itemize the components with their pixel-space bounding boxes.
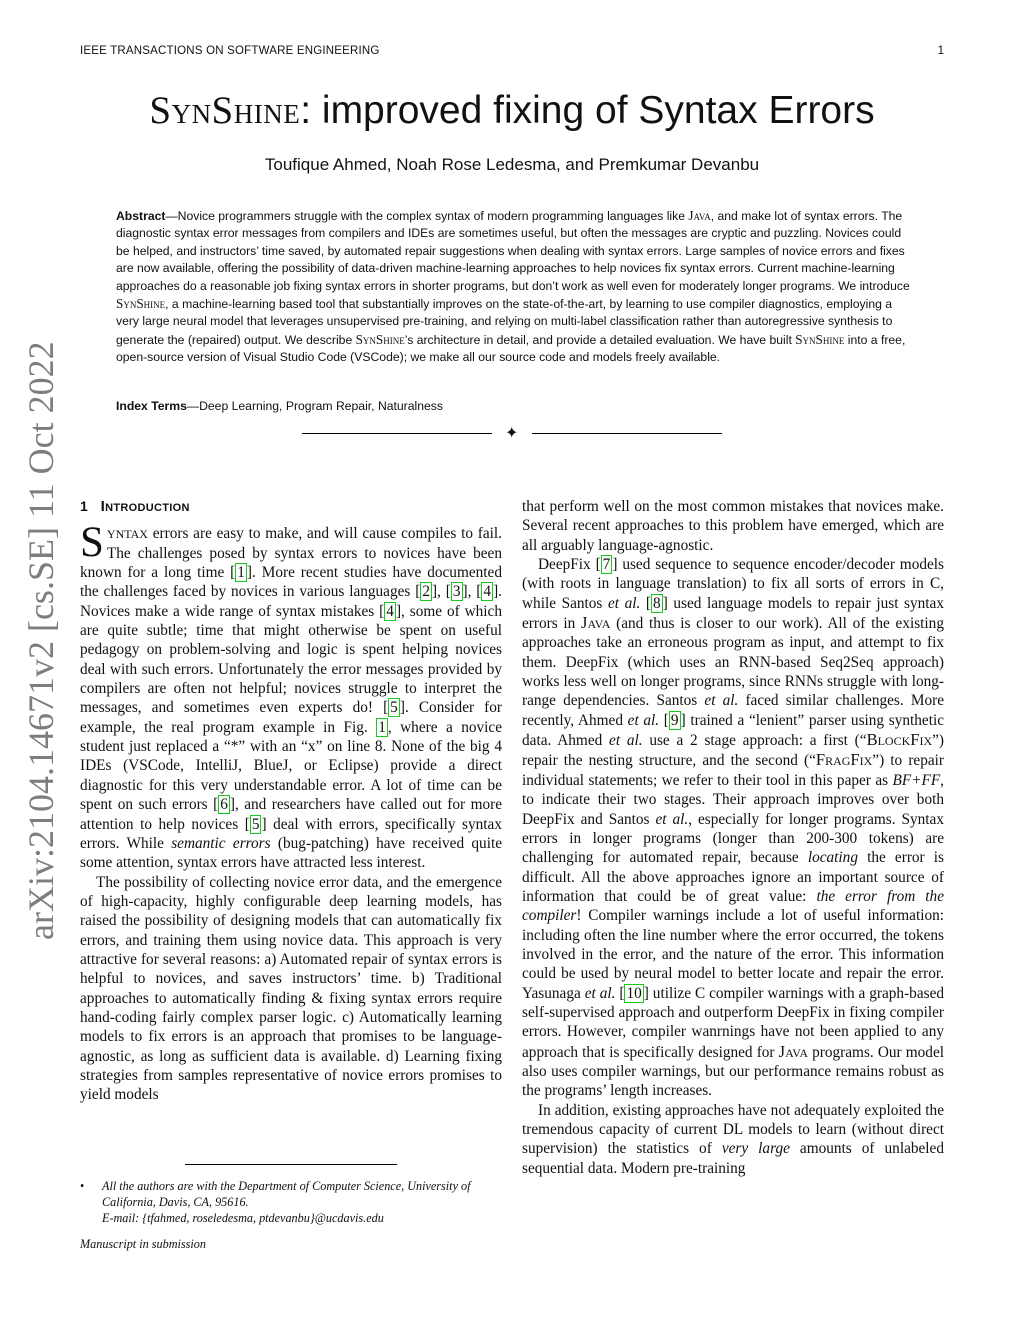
emphasis: et al.	[704, 692, 739, 710]
drop-cap: S	[80, 519, 104, 567]
index-terms-text: —Deep Learning, Program Repair, Naturalness	[186, 399, 443, 413]
citation-link[interactable]: 6	[220, 796, 228, 814]
citation-link[interactable]: 10	[626, 984, 642, 1002]
abstract-synshine: SynShine	[355, 331, 405, 347]
page-number: 1	[937, 45, 944, 57]
abstract-synshine: SynShine	[116, 296, 166, 312]
abstract-java: Java	[688, 208, 711, 223]
citation-link[interactable]: 4	[483, 583, 492, 601]
column-left	[80, 497, 502, 1105]
citation-link[interactable]: 3	[452, 583, 461, 601]
intro-paragraph-3: that perform well on the most common mistakes that novices make. Several recent approaches to this problem have emerged, which are all arguably language-agnostic.	[522, 498, 944, 554]
footnote-email: E-mail: {tfahmed, roseledesma, ptdevanbu}@ucdavis.edu	[102, 1211, 384, 1225]
citation-link[interactable]: 4	[386, 602, 394, 620]
text: ”) repair the nesting structure, and the second (“	[522, 732, 944, 770]
journal-header: IEEE TRANSACTIONS ON SOFTWARE ENGINEERING	[80, 45, 380, 57]
divider-line-right	[532, 433, 722, 434]
smallcaps-text: yntax	[106, 523, 148, 543]
abstract	[116, 207, 910, 367]
emphasis: et al.	[609, 732, 643, 750]
text	[615, 985, 619, 1002]
text: . Consider for example, the real program example in Fig.	[80, 699, 503, 736]
text	[640, 595, 646, 612]
emphasis: et al.	[607, 594, 641, 612]
text: faced similar challenges. More recently, Ahmed	[522, 692, 944, 729]
text: programs. Our model also uses compiler warnings, but our performance remains robust as the programs’ length increases.	[522, 1043, 944, 1100]
emphasis: the error from the compiler	[522, 887, 944, 925]
text: the error is difficult. All the above approaches ignore an important source of information that could be of great value:	[522, 849, 944, 905]
divider-star-icon: ✦	[505, 425, 519, 442]
footnote-affiliation: All the authors are with the Department of Computer Science, University of California, Davis, CA, 95616.	[102, 1179, 471, 1209]
abstract-label: Abstract	[116, 209, 166, 223]
text: (and thus is closer to our work). All of the existing approaches take an erroneous program as input, and attempt to fix them. DeepFix (which uses an RNN-based Seq2Seq approach) works less well on longer programs, since RNNs struggle with long-range dependencies. Santos	[522, 615, 944, 710]
arxiv-stamp: arXiv:2104.14671v2 [cs.SE] 11 Oct 2022	[21, 341, 61, 940]
citation-link[interactable]: 5	[251, 815, 260, 833]
section-title: Introduction	[100, 498, 190, 515]
footnote-rule	[185, 1164, 397, 1165]
text: used sequence to sequence encoder/decoder models (with roots in language translation) to fix all sorts of errors in C, while Santos	[522, 556, 944, 612]
title-rest: : improved fixing of Syntax Errors	[300, 89, 875, 132]
text	[659, 712, 664, 729]
manuscript-note: Manuscript in submission	[80, 1237, 206, 1251]
figure-link[interactable]: 1	[378, 718, 386, 736]
text: utilize C compiler warnings with a graph-based self-supervised approach and outperform DeepFix in fixing compiler errors. However, compiler wanrnings have not been applied to any approach that is specifically designed for	[522, 984, 945, 1061]
smallcaps-text: Java	[778, 1041, 808, 1061]
divider-line-left	[302, 433, 492, 434]
emphasis: et al.	[584, 984, 616, 1002]
citation-link[interactable]: 1	[237, 564, 245, 582]
text: ,	[467, 583, 477, 601]
math-expression: BF+FF	[892, 771, 941, 789]
abstract-text: , a machine-learning based tool that substantially improves on the state-of-the-art, by learning to use compiler diagnostics, employing a very large neural model that leverages unsupervised pre-training, and relying on multi-label classification rather than autoregressive synthesis to generate the (repaired) output. We describe	[116, 297, 893, 347]
intro-paragraph-5	[522, 1101, 944, 1178]
column-right	[522, 497, 944, 1178]
intro-paragraph-1: Syntax errors are easy to make, and will cause compiles to fail. The challenges posed by syntax errors to novices have been known for a long time [ 1 ]. More recent studies have documented the challenges faced by novices in various languages [ 2 ], [ 3 ], [ 4 ]. Novices make a wide range of syntax mistakes [ 4 ], some of which are quite subtle; time that might otherwise be spent on useful pedagogy on problem-solving and logic is spent helping novices deal with such errors. Unfortunately the error messages provided by compilers are often not helpful; novices struggle to interpret the messages, and sometimes even experts do! [ 5 ]. Consider for example, the real program example in Fig. 1 , where a novice student just replaced a “*” with an “x” on line 8. None of the big 4 IDEs (VSCode, IntelliJ, BlueJ, or Eclipse) provide a direct diagnostic for this very understandable error. A lot of time can be spent on such errors [ 6 ], and researchers have called out for more attention to help novices [ 5 ] deal with errors, specifically syntax errors. While semantic errors (bug-patching) have received quite some attention, syntax errors have attracted less interest.	[80, 519, 503, 872]
paper-title	[80, 88, 944, 134]
emphasis: et al.	[655, 810, 689, 828]
abstract-text: ’s architecture in detail, and provide a detailed evaluation. We have built	[404, 332, 796, 347]
smallcaps-text: Java	[581, 613, 611, 633]
smallcaps-text: BlockFix	[866, 730, 933, 750]
intro-paragraph-4: DeepFix [ 7 ] used sequence to sequence encoder/decoder models (with roots in language translation) to fix all sorts of errors in C, while Santos et al. [ 8 ] used language models to repair just syntax errors in Java (and thus is closer to our work). All of the existing approaches take an erroneous program as input, and attempt to fix them. DeepFix (which uses an RNN-based Seq2Seq approach) works less well on longer programs, since RNNs struggle with long-range dependencies. Santos et al. faced similar challenges. More recently, Ahmed et al. [ 9 ] trained a “lenient” parser using synthetic data. Ahmed et al. use a 2 stage approach: a first (“BlockFix”) repair the nesting structure, and the second (“FragFix”) to repair individual statements; we refer to their tool in this paper as BF+FF, to indicate their two stages. Their approach improves over both DeepFix and Santos et al., especially for longer programs. Syntax errors in longer programs (longer than 200-300 tokens) are challenging for automated repair, because locating the error is difficult. All the above approaches ignore an important source of information that could be of great value: the error from the compiler! Compiler warnings include a lot of useful information: including often the line number where the error occurred, the tokens involved in the error, and the nature of the error. This information could be used by neural model to better locate and repair the error. Yasunaga et al. [ 10 ] utilize C compiler warnings with a graph-based self-supervised approach and outperform DeepFix in fixing compiler errors. However, compiler wanrnings have not been applied to any approach that is specifically designed for Java programs. Our model also uses compiler warnings, but our performance remains robust as the programs’ length increases.	[522, 556, 945, 1100]
citation-link[interactable]: 9	[670, 711, 679, 729]
citation-link[interactable]: 2	[422, 583, 430, 601]
text: , especially for longer programs. Syntax errors in longer programs (longer than 200-300 tokens) are challenging for automated repair, because	[522, 810, 944, 867]
text: errors are easy to make, and will cause compiles to fail. The challenges posed by syntax errors to novices have been known for a long time	[80, 525, 502, 582]
emphasis: semantic errors	[171, 834, 271, 852]
section-divider	[302, 426, 722, 442]
smallcaps-text: FragFix	[815, 750, 873, 770]
citation-link[interactable]: 8	[653, 594, 661, 612]
citation-link[interactable]: 5	[390, 699, 398, 717]
footnote	[80, 1178, 504, 1252]
text: used language models to repair just syntax errors in	[522, 594, 944, 633]
text: trained a “lenient” parser using synthetic data. Ahmed	[522, 711, 944, 750]
text: ! Compiler warnings include a lot of useful information: including often the line number where the error occurred, the tokens involved in the error, and the nature of the error. This information could be used by neural model to better locate and repair the error. Yasunaga	[522, 907, 944, 1002]
text: amounts of unlabeled sequential data. Modern pre-training	[522, 1140, 944, 1177]
emphasis: et al.	[627, 711, 660, 729]
text: , and researchers have called out for more attention to help novices	[80, 796, 502, 833]
emphasis: locating	[807, 849, 858, 867]
text: , some of which are quite subtle; time that might otherwise be spent on useful pedagogy on problem-solving and logic is spent helping novices deal with such errors. Unfortunately the error messages provided by compilers are often not helpful; novices struggle to interpret the messages, and sometimes even experts do!	[80, 602, 502, 717]
text: (bug-patching) have received quite some attention, syntax errors have attracted less interest.	[80, 834, 502, 872]
text: ,	[437, 583, 446, 601]
abstract-text: , and make lot of syntax errors. The diagnostic syntax error messages from compilers and IDEs are sometimes useful, but often the messages are cryptic and puzzling. Novices could be helped, and instructors’ time saved, by automated repair suggestions when dealing with syntax errors. Large samples of novice errors and fixes are now available, offering the possibility of data-driven machine-learning approaches to help novices fix syntax errors. Current machine-learning approaches do a reasonable job fixing syntax errors in shorter programs, but don’t work as well even for moderately longer programs. We introduce	[116, 209, 910, 293]
abstract-text: into a free, open-source version of Visual Studio Code (VSCode); we make all our source code and models freely available.	[116, 332, 906, 365]
citation-link[interactable]: 7	[602, 556, 611, 574]
footnote-bullet: •	[80, 1179, 85, 1193]
abstract-synshine: SynShine	[795, 331, 845, 347]
abstract-text: —Novice programmers struggle with the complex syntax of modern programming languages like	[165, 209, 689, 223]
section-number: 1	[80, 498, 89, 514]
text: ”) to repair individual statements; we refer to their tool in this paper as	[522, 752, 944, 789]
intro-paragraph-2: The possibility of collecting novice error data, and the emergence of high-capacity, highly configurable deep learning models, has raised the possibility of designing models that can automatically fix errors, and training them using novice data. This approach is very attractive for several reasons: a) Automated repair of syntax errors is helpful to novices, and saves instructors’ time. b) Traditional approaches to automatically finding & fixing syntax errors require hand-coding fairly complex parser logic. c) Automatically learning models to fix errors is an approach that promises to be language-agnostic, as long as sufficient data is available. d) Learning fixing strategies from samples representative of novice errors promises to yield models	[80, 873, 502, 1104]
text: , to indicate their two stages. Their approach improves over both DeepFix and Santos	[522, 771, 944, 828]
text: use a 2 stage approach: a first (“	[642, 732, 867, 750]
text: In addition, existing approaches have not adequately exploited the tremendous capacity of current DL models to learn (without direct supervision) the statistics of	[522, 1101, 944, 1158]
index-terms-label: Index Terms	[116, 399, 187, 413]
section-heading	[80, 497, 502, 516]
text: , where a novice student just replaced a “*” with an “x” on line 8. None of the big 4 IDEs (VSCode, IntelliJ, BlueJ, or Eclipse) provide a direct diagnostic for this very understandable error. A lot of time can be spent on such errors	[80, 718, 502, 814]
text: . More recent studies have documented the challenges faced by novices in various languages	[80, 564, 502, 601]
authors: Toufique Ahmed, Noah Rose Ledesma, and Premkumar Devanbu	[264, 155, 760, 174]
text: DeepFix	[538, 556, 596, 574]
text: deal with errors, specifically syntax errors. While	[80, 815, 502, 852]
title-tool-name: SynShine	[149, 89, 301, 132]
index-terms	[116, 399, 443, 413]
emphasis: very large	[721, 1140, 790, 1158]
text: . Novices make a wide range of syntax mistakes	[80, 583, 502, 620]
